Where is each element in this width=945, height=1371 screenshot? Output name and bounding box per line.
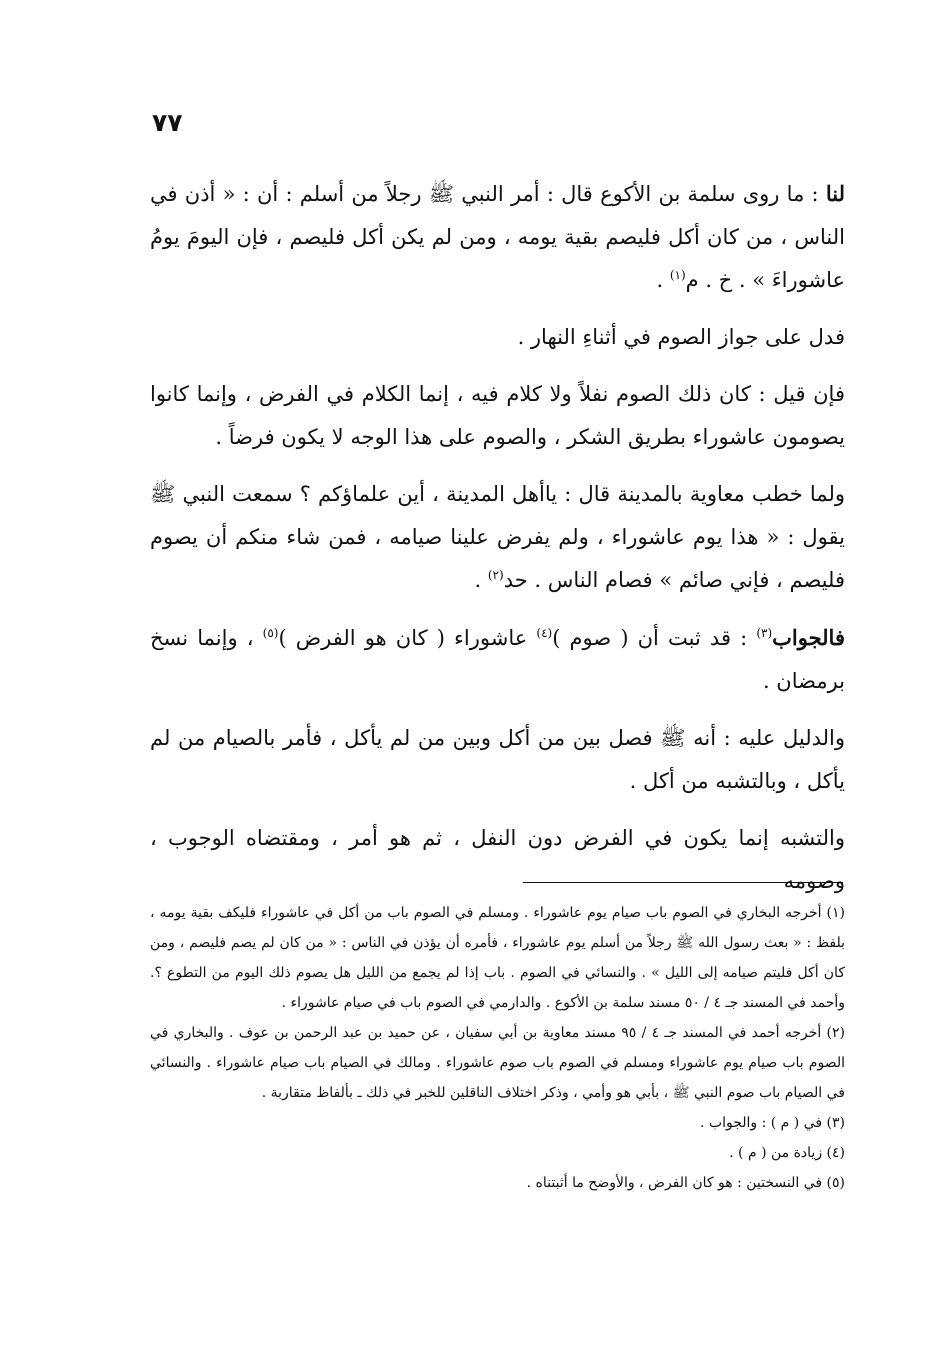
footnote-ref-3: (٣) — [756, 626, 773, 640]
footnote-5: (٥) في النسختين : هو كان الفرض ، والأوضح ما أثبتناه . — [526, 1175, 845, 1191]
answer-part-1: : قد ثبت أن ( صوم ) — [552, 626, 757, 650]
footnote-divider — [523, 882, 843, 883]
paragraph-1 — [150, 172, 845, 302]
paragraph-evidence: والدليل عليه : أنه ﷺ فصل بين من أكل وبين من لم يأكل ، فأمر بالصيام من لم يأكل ، وبالتشبه من أكل . — [150, 726, 845, 793]
paragraph-3-text: فإن قيل : كان ذلك الصوم نفلاً ولا كلام فيه ، إنما الكلام في الفرض ، وإنما كانوا يصومون عاشوراء بطريق الشكر ، والصوم على هذا الوجه لا يكون فرضاً . — [150, 382, 845, 449]
footnote-3: (٣) في ( م ) : والجواب . — [700, 1115, 845, 1131]
paragraph-2 — [150, 316, 845, 359]
paragraph-2-text: فدل على جواز الصوم في أثناءِ النهار . — [517, 325, 845, 349]
footnote-4: (٤) زيادة من ( م ) . — [729, 1145, 845, 1161]
footnotes — [150, 898, 845, 1198]
answer-lead: فالجواب — [772, 625, 845, 650]
footnote-ref-5: (٥) — [262, 626, 279, 640]
paragraph-3 — [150, 373, 845, 459]
paragraph-4-text: ولما خطب معاوية بالمدينة قال : ياأهل المدينة ، أين علماؤكم ؟ سمعت النبي ﷺ يقول : « هذا يوم عاشوراء ، ولم يفرض علينا صيامه ، فمن شاء منكم أن يصوم فليصم ، فإني صائم » فصام الناس . حد — [150, 482, 845, 592]
paragraph-1-lead: لنا — [825, 181, 845, 206]
footnote-ref-1: (١) — [669, 268, 686, 282]
paragraph-4 — [150, 473, 845, 602]
answer-part-2: عاشوراء ( كان هو الفرض ) — [278, 626, 537, 650]
paragraph-final: والتشبه إنما يكون في الفرض دون النفل ، ثم هو أمر ، ومقتضاه الوجوب ، وصومه — [150, 826, 845, 893]
answer-part-3: ، وإنما نسخ برمضان . — [150, 626, 845, 693]
paragraph-1-text: : ما روى سلمة بن الأكوع قال : أمر النبي ﷺ رجلاً من أسلم : أن : « أذن في الناس ، من كان أكل فليصم بقية يومه ، ومن لم يكن أكل فليصم ، فإن اليومَ يومُ عاشوراءَ » . خ . م — [150, 182, 845, 292]
answer-paragraph — [150, 616, 845, 703]
page-number: ٧٧ — [152, 108, 183, 137]
footnote-ref-4: (٤) — [536, 626, 553, 640]
paragraph-1-tail: . — [656, 268, 670, 292]
footnote-2: (٢) أخرجه أحمد في المسند جـ ٤ / ٩٥ مسند معاوية بن أبي سفيان ، عن حميد بن عبد الرحمن بن عوف . والبخاري في الصوم باب صيام يوم عاشوراء ومسلم في الصوم باب صوم عاشوراء . ومالك في الصيام باب صيام عاشوراء . والنسائي في الصيام باب صوم النبي ﷺ ، بأبي هو وأمي ، وذكر اختلاف الناقلين للخبر في ذلك ـ بألفاظ متقاربة . — [150, 1025, 845, 1101]
paragraph-4-tail: . — [474, 568, 488, 592]
footnote-1: (١) أخرجه البخاري في الصوم باب صيام يوم عاشوراء . ومسلم في الصوم باب من أكل في عاشوراء فليكف بقية يومه ، بلفظ : « بعث رسول الله ﷺ رجلاً من أسلم يوم عاشوراء ، فأمره أن يؤذن في الناس : « من كان لم يصم فليصم ، ومن كان أكل فليتم صيامه إلى الليل » . والنسائي في الصوم . باب إذا لم يجمع من الليل هل يصوم ذلك اليوم من التطوع ؟. وأحمد في المسند جـ ٤ / ٥٠ مسند سلمة بن الأكوع . والدارمي في الصوم باب في صيام عاشوراء . — [150, 905, 845, 1011]
footnote-ref-2: (٢) — [487, 568, 504, 582]
main-text — [150, 172, 845, 917]
